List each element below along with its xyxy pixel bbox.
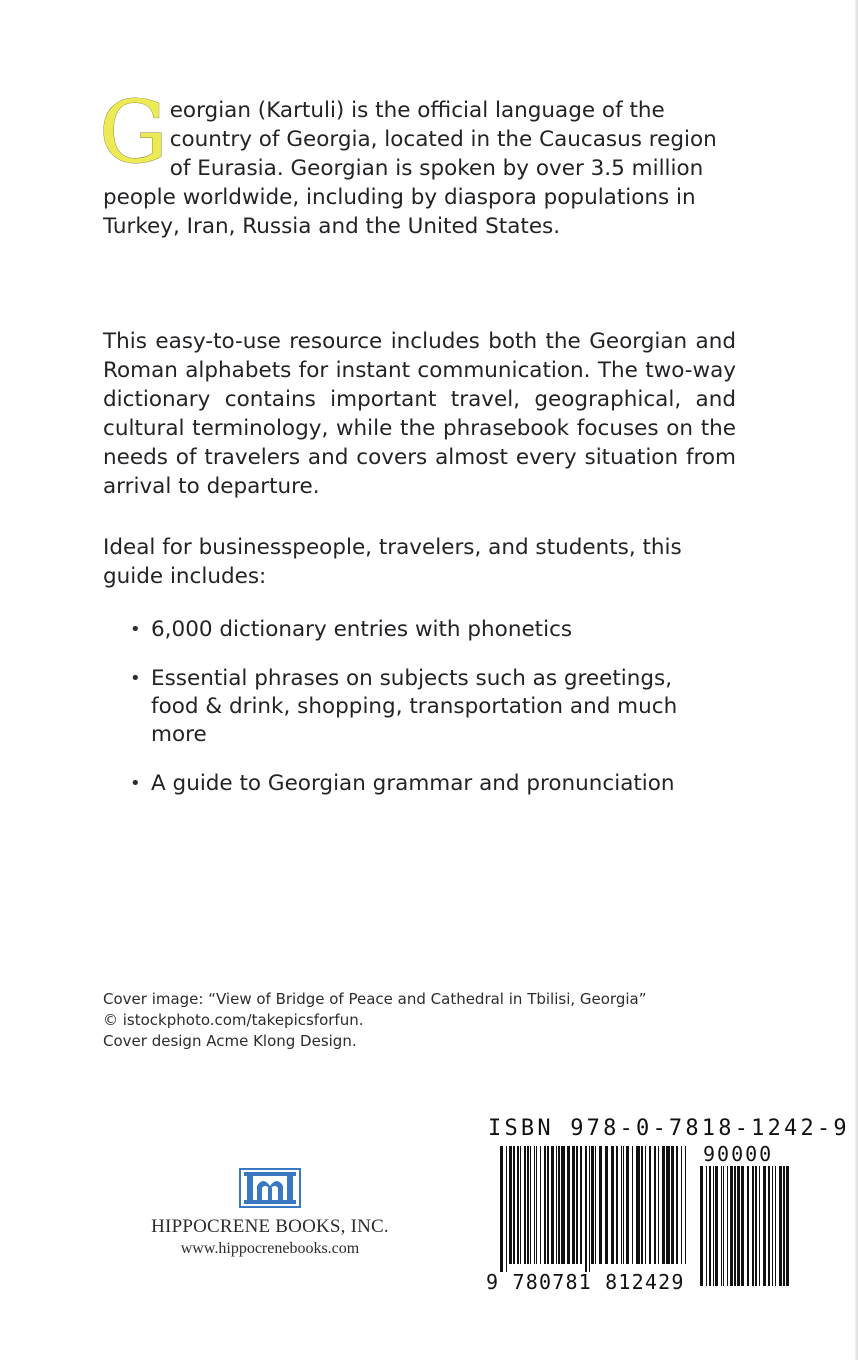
barcode-bar — [558, 1146, 560, 1264]
barcode-bar — [621, 1146, 622, 1264]
barcode-bar — [747, 1166, 749, 1286]
barcode-bar — [786, 1166, 789, 1286]
barcode-bar — [645, 1146, 646, 1264]
barcode-bar — [666, 1146, 670, 1264]
page-edge-shadow — [854, 0, 858, 1360]
price-code-label: 90000 — [703, 1142, 774, 1166]
barcode-bar — [623, 1146, 624, 1264]
publisher-block — [120, 1168, 420, 1258]
barcode-bar — [649, 1146, 651, 1264]
design-credit: Cover design Acme Klong Design. — [103, 1032, 357, 1050]
barcode-bar — [506, 1146, 507, 1272]
barcode-bar — [755, 1166, 757, 1286]
barcode-bar — [585, 1146, 587, 1272]
cover-credits — [103, 989, 646, 1052]
barcode-bar — [513, 1146, 515, 1264]
list-item: • 6,000 dictionary entries with phonetics — [130, 617, 573, 642]
list-item: • A guide to Georgian grammar and pronunciation — [130, 771, 675, 796]
barcode-bar — [551, 1146, 554, 1264]
barcode-bar — [752, 1166, 754, 1286]
barcode-bar — [772, 1166, 773, 1286]
barcode-bar — [713, 1166, 714, 1286]
barcode-bar — [685, 1146, 686, 1264]
barcode-bar — [626, 1146, 629, 1264]
ean-barcode-icon — [500, 1146, 690, 1272]
barcode-bar — [520, 1146, 521, 1264]
barcode-bar — [768, 1166, 770, 1286]
barcode-bar — [759, 1166, 760, 1286]
barcode-bar — [509, 1146, 512, 1264]
barcode-bar — [632, 1146, 633, 1264]
barcode-bar — [658, 1146, 659, 1264]
barcode-bar — [783, 1166, 785, 1286]
barcode-bar — [536, 1146, 537, 1264]
barcode-bar — [599, 1146, 602, 1264]
barcode-bar — [595, 1146, 596, 1264]
barcode-bar — [715, 1166, 718, 1286]
barcode-bar — [671, 1146, 674, 1264]
drop-cap-letter: G — [99, 83, 168, 183]
barcode-bar — [721, 1166, 722, 1286]
barcode-bar — [576, 1146, 578, 1264]
bullet-icon: • — [130, 773, 141, 794]
barcode-bar — [556, 1146, 557, 1264]
ean-digits: 9 780781 812429 — [486, 1270, 685, 1294]
barcode-bar — [544, 1146, 546, 1264]
barcode-bar — [572, 1146, 575, 1264]
list-item: • Essential phrases on subjects such as greetings, food & drink, shopping, transportation and much more — [130, 666, 678, 747]
isbn-label: ISBN 978-0-7818-1242-9 — [488, 1116, 850, 1141]
barcode-bar — [567, 1146, 570, 1264]
description-paragraph: This easy-to-use resource includes both the Georgian and Roman alphabets for instant communication. The two-way dictionary contains important travel, geographical, and cultural terminology, while the phrasebook focuses on the needs of travelers and covers almost every situation from arrival to departure. — [103, 329, 736, 499]
publisher-url: www.hippocrenebooks.com — [180, 1240, 360, 1257]
barcode-bar — [709, 1166, 711, 1286]
features-list — [103, 616, 711, 819]
barcode-bar — [517, 1146, 519, 1264]
barcode-bar — [676, 1146, 678, 1264]
barcode-bar — [654, 1146, 656, 1264]
barcode-bar — [547, 1146, 549, 1264]
copyright-credit: © istockphoto.com/takepicsforfun. — [103, 1011, 364, 1029]
barcode-bar — [741, 1166, 744, 1286]
barcode-bar — [500, 1146, 503, 1272]
barcode-bar — [611, 1146, 614, 1264]
barcode-bar — [779, 1166, 782, 1286]
bullet-icon: • — [130, 668, 141, 689]
addon-barcode-icon — [700, 1166, 792, 1294]
barcode-bar — [605, 1146, 608, 1264]
barcode-bar — [616, 1146, 618, 1264]
barcode-bar — [580, 1146, 582, 1264]
publisher-logo-icon — [239, 1168, 301, 1208]
barcode-bar — [723, 1166, 724, 1286]
barcode-bar — [763, 1166, 766, 1286]
barcode-bar — [641, 1146, 643, 1264]
publisher-name: HIPPOCRENE BOOKS, INC. — [151, 1216, 389, 1237]
intro-paragraph — [99, 83, 736, 241]
barcode-bar — [524, 1146, 526, 1264]
barcode-bar — [636, 1146, 640, 1264]
barcode-bar — [534, 1146, 535, 1264]
barcode-bar — [530, 1146, 531, 1264]
barcode-bar — [527, 1146, 529, 1264]
barcode-bar — [727, 1166, 728, 1286]
cover-image-credit: Cover image: “View of Bridge of Peace and Cathedral in Tbilisi, Georgia” — [103, 990, 647, 1008]
barcode-bar — [730, 1166, 733, 1286]
barcode-bar — [540, 1146, 541, 1264]
intro-text: eorgian (Kartuli) is the official language of the country of Georgia, located in the Caucasus region of Eurasia. Georgian is spoken by over 3.5 million people worldwide, including by diaspora populations in Turkey, Iran, Russia and the United States. — [103, 98, 717, 239]
barcode-bar — [706, 1166, 707, 1286]
barcode-bar — [681, 1146, 682, 1264]
barcode-bar — [737, 1166, 740, 1286]
barcode-bar — [734, 1166, 736, 1286]
barcode-bar — [589, 1146, 590, 1272]
audience-paragraph: Ideal for businesspeople, travelers, and students, this guide includes: — [103, 535, 682, 589]
barcode-bar — [662, 1146, 665, 1264]
bullet-icon: • — [130, 619, 141, 640]
barcode-bar — [775, 1166, 776, 1286]
barcode-bar — [591, 1146, 594, 1264]
barcode-bar — [561, 1146, 565, 1264]
barcode-bar — [700, 1166, 703, 1286]
